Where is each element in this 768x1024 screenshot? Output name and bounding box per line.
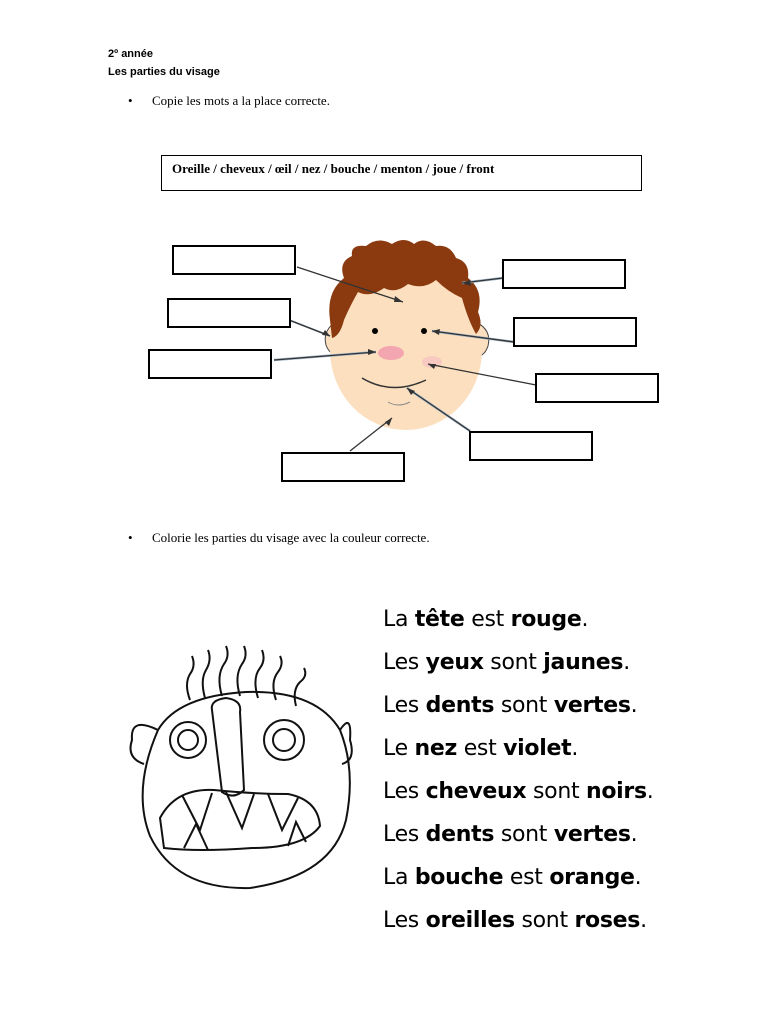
sentence-line: Les oreilles sont roses. [383, 908, 647, 933]
instruction-text: Copie les mots a la place correcte. [152, 93, 330, 108]
bullet-icon: • [128, 93, 133, 108]
answer-box-8[interactable] [281, 452, 405, 482]
grade-label: 2º année [108, 48, 153, 60]
sentence-line: Le nez est violet. [383, 736, 579, 761]
answer-box-6[interactable] [535, 373, 659, 403]
sentence-line: Les dents sont vertes. [383, 822, 638, 847]
sentence-line: Les dents sont vertes. [383, 693, 638, 718]
instruction-text: Colorie les parties du visage avec la couleur correcte. [152, 530, 430, 545]
sentence-line: La bouche est orange. [383, 865, 642, 890]
right-eye-dot [421, 328, 427, 334]
word-bank: Oreille / cheveux / œil / nez / bouche / menton / joue / front [161, 155, 642, 191]
answer-box-3[interactable] [148, 349, 272, 379]
sentence-line: Les yeux sont jaunes. [383, 650, 630, 675]
answer-box-5[interactable] [513, 317, 637, 347]
worksheet-title: Les parties du visage [108, 66, 220, 78]
sentence-line: La tête est rouge. [383, 607, 589, 632]
answer-box-7[interactable] [469, 431, 593, 461]
answer-box-4[interactable] [502, 259, 626, 289]
left-eye-dot [372, 328, 378, 334]
answer-box-1[interactable] [172, 245, 296, 275]
monster-drawing [131, 646, 352, 888]
sentence-line: Les cheveux sont noirs. [383, 779, 654, 804]
answer-box-2[interactable] [167, 298, 291, 328]
bullet-icon: • [128, 530, 133, 545]
nose-shape [378, 346, 404, 360]
color-sentences [383, 598, 653, 942]
